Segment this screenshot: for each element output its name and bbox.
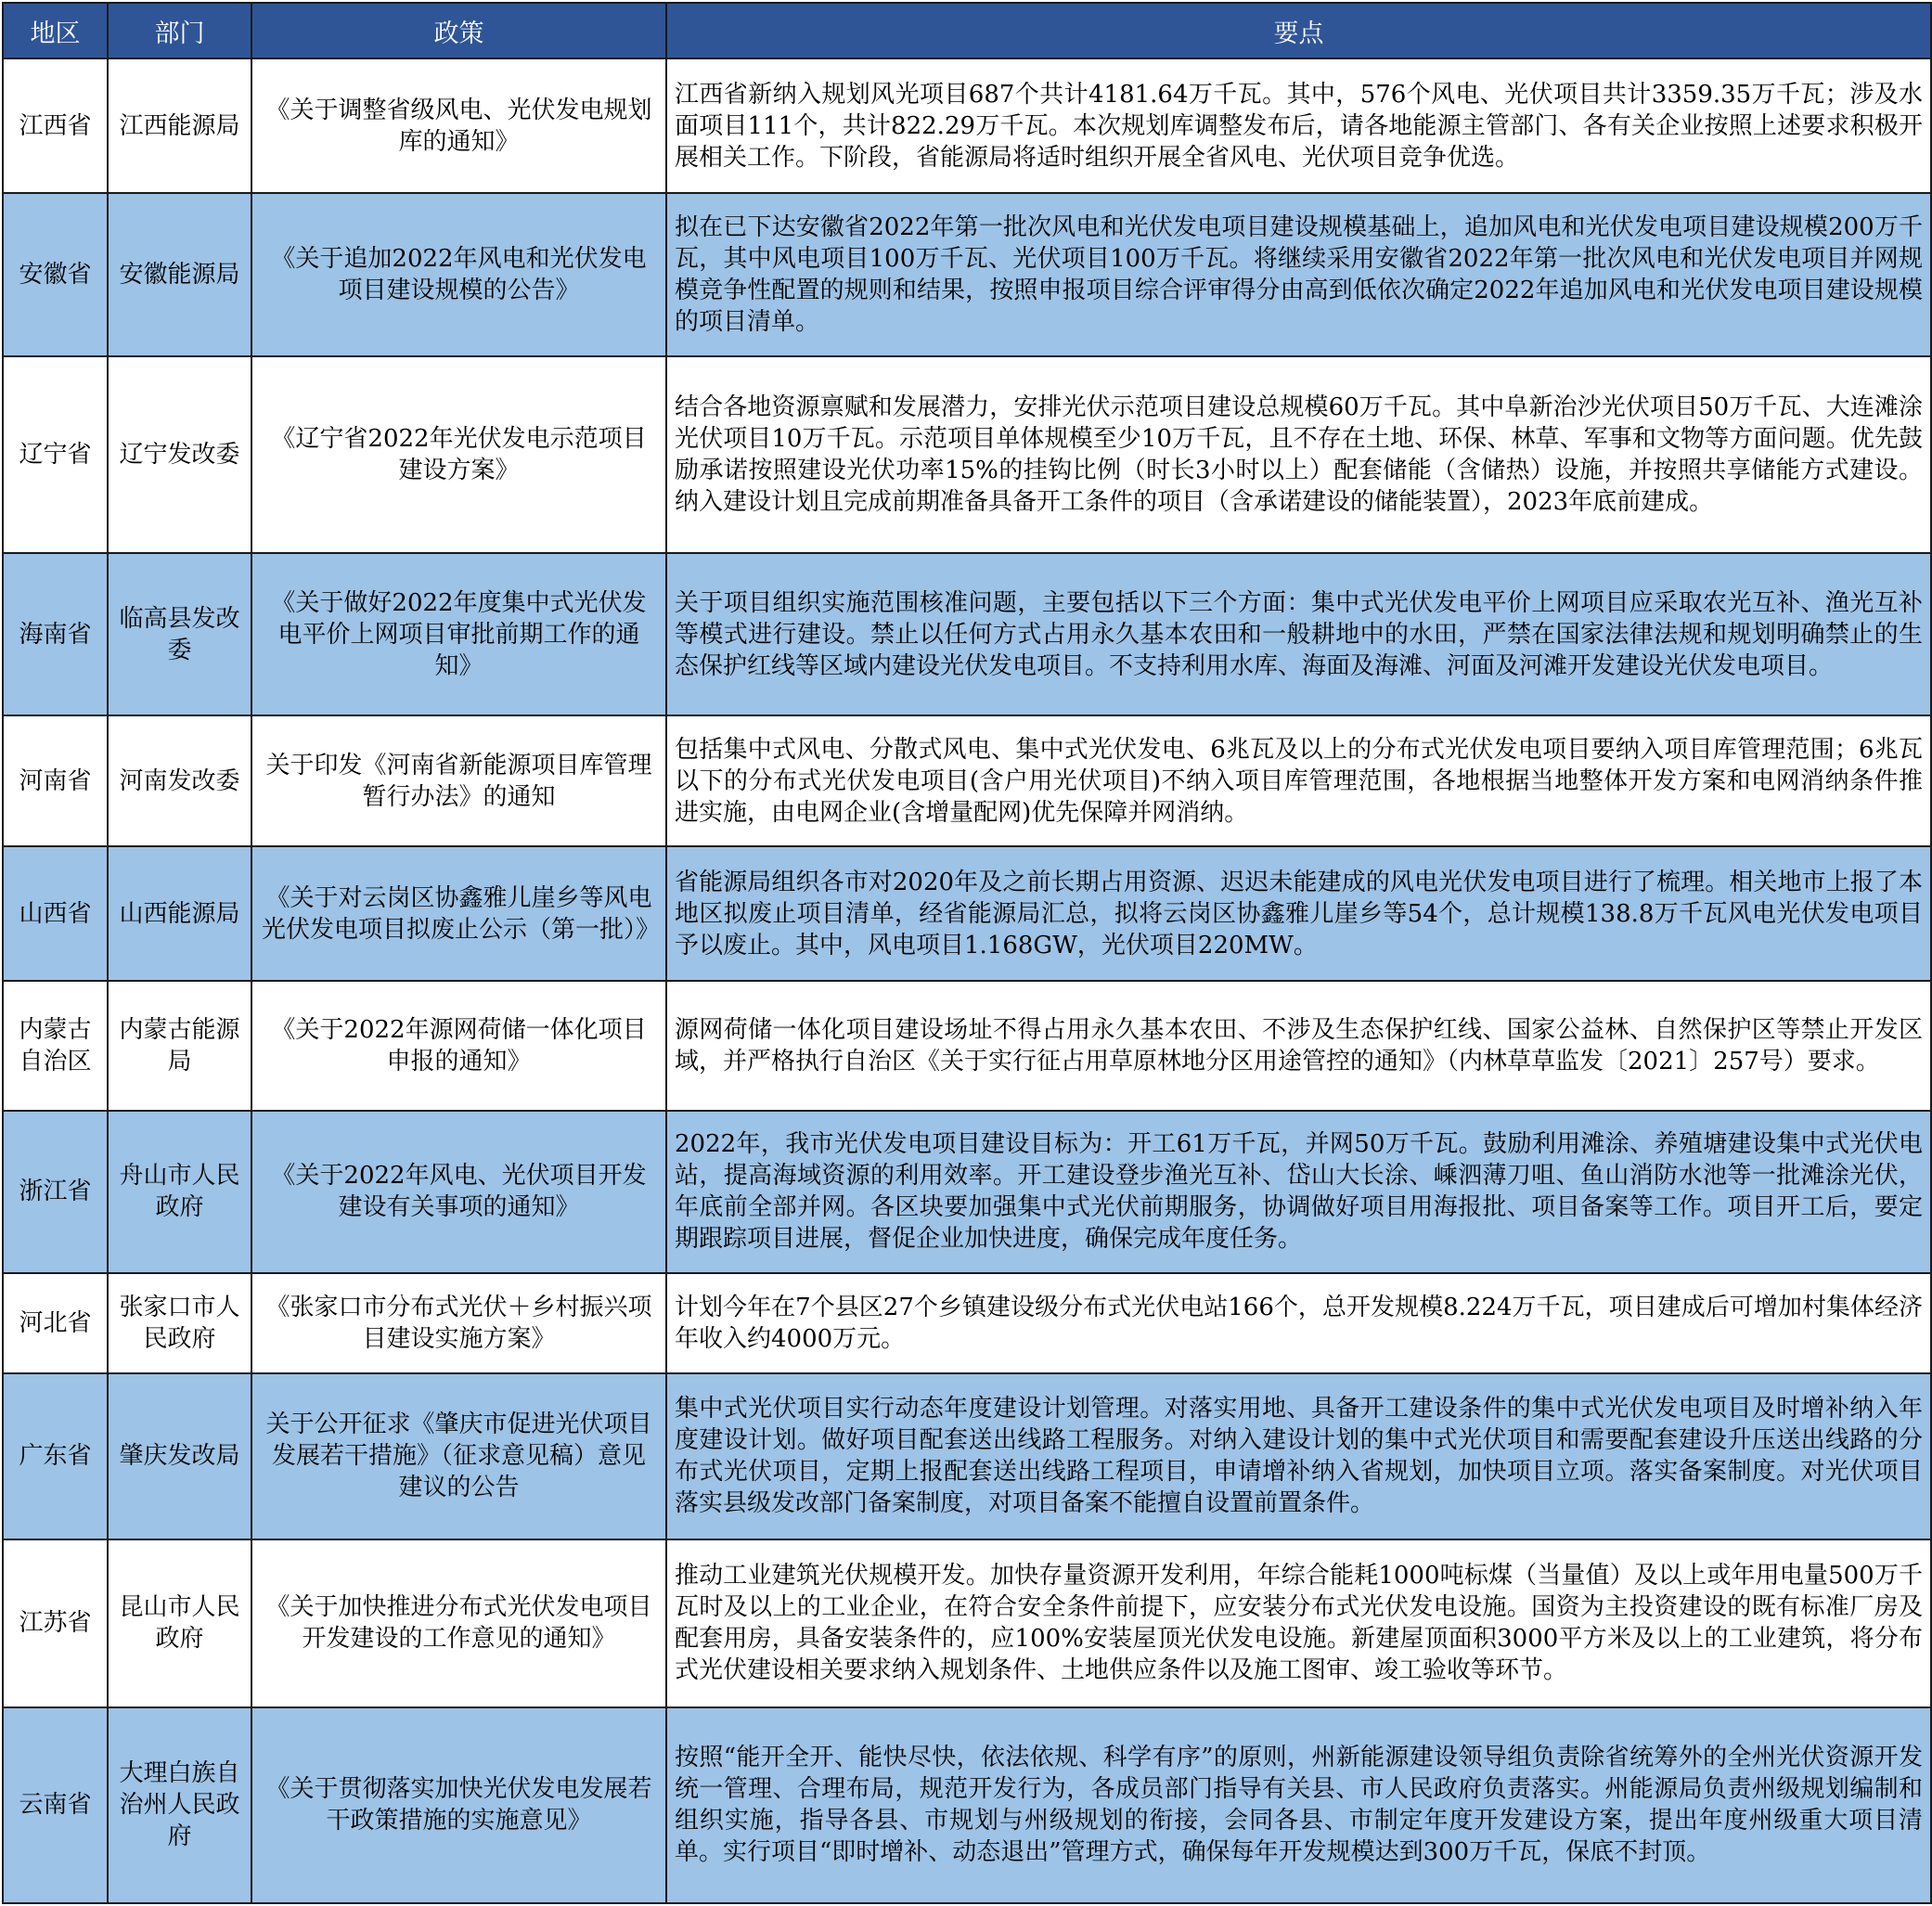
region-cell: 云南省: [3, 1707, 108, 1903]
header-row: [3, 3, 1931, 58]
policy-table: [2, 2, 1932, 1904]
header-region: 地区: [3, 3, 108, 58]
region-cell: 河南省: [3, 715, 108, 846]
key-points-cell: 省能源局组织各市对2020年及之前长期占用资源、迟迟未能建成的风电光伏发电项目进行了梳理。相关地市上报了本地区拟废止项目清单，经省能源局汇总，拟将云岗区协鑫雅儿崖乡等54个，总计规模138.8万千瓦风电光伏发电项目予以废止。其中，风电项目1.168GW，光伏项目220MW。: [666, 846, 1931, 981]
department-cell: 临高县发改委: [108, 553, 251, 715]
department-cell: 肇庆发改局: [108, 1373, 251, 1539]
region-cell: 安徽省: [3, 193, 108, 356]
department-cell: 江西能源局: [108, 58, 251, 193]
policy-cell: 《张家口市分布式光伏＋乡村振兴项目建设实施方案》: [251, 1273, 666, 1373]
policy-cell: 《关于追加2022年风电和光伏发电项目建设规模的公告》: [251, 193, 666, 356]
department-cell: 辽宁发改委: [108, 356, 251, 553]
header-department: 部门: [108, 3, 251, 58]
table-row: [3, 981, 1931, 1110]
key-points-cell: 源网荷储一体化项目建设场址不得占用永久基本农田、不涉及生态保护红线、国家公益林、自然保护区等禁止开发区域，并严格执行自治区《关于实行征占用草原林地分区用途管控的通知》（内林草草监发〔2021〕257号）要求。: [666, 981, 1931, 1110]
key-points-cell: 江西省新纳入规划风光项目687个共计4181.64万千瓦。其中，576个风电、光伏项目共计3359.35万千瓦；涉及水面项目111个，共计822.29万千瓦。本次规划库调整发布后，请各地能源主管部门、各有关企业按照上述要求积极开展相关工作。下阶段，省能源局将适时组织开展全省风电、光伏项目竞争优选。: [666, 58, 1931, 193]
header-key-points: 要点: [666, 3, 1931, 58]
key-points-cell: 推动工业建筑光伏规模开发。加快存量资源开发利用，年综合能耗1000吨标煤（当量值）及以上或年用电量500万千瓦时及以上的工业企业，在符合安全条件前提下，应安装分布式光伏发电设施。国资为主投资建设的既有标准厂房及配套用房，具备安装条件的，应100%安装屋顶光伏发电设施。新建屋顶面积3000平方米及以上的工业建筑，将分布式光伏建设相关要求纳入规划条件、土地供应条件以及施工图审、竣工验收等环节。: [666, 1539, 1931, 1707]
policy-cell: 《关于调整省级风电、光伏发电规划库的通知》: [251, 58, 666, 193]
department-cell: 内蒙古能源局: [108, 981, 251, 1110]
region-cell: 河北省: [3, 1273, 108, 1373]
region-cell: 海南省: [3, 553, 108, 715]
department-cell: 山西能源局: [108, 846, 251, 981]
policy-cell: 《辽宁省2022年光伏发电示范项目建设方案》: [251, 356, 666, 553]
table-row: [3, 1707, 1931, 1903]
table-row: [3, 1373, 1931, 1539]
policy-cell: 《关于对云岗区协鑫雅儿崖乡等风电光伏发电项目拟废止公示（第一批）》: [251, 846, 666, 981]
policy-cell: 《关于贯彻落实加快光伏发电发展若干政策措施的实施意见》: [251, 1707, 666, 1903]
key-points-cell: 2022年，我市光伏发电项目建设目标为：开工61万千瓦，并网50万千瓦。鼓励利用滩涂、养殖塘建设集中式光伏电站，提高海域资源的利用效率。开工建设登步渔光互补、岱山大长涂、嵊泗薄刀咀、鱼山消防水池等一批滩涂光伏，年底前全部并网。各区块要加强集中式光伏前期服务，协调做好项目用海报批、项目备案等工作。项目开工后，要定期跟踪项目进展，督促企业加快进度，确保完成年度任务。: [666, 1111, 1931, 1273]
key-points-cell: 包括集中式风电、分散式风电、集中式光伏发电、6兆瓦及以上的分布式光伏发电项目要纳入项目库管理范围；6兆瓦以下的分布式光伏发电项目(含户用光伏项目)不纳入项目库管理范围，各地根据当地整体开发方案和电网消纳条件推进实施，由电网企业(含增量配网)优先保障并网消纳。: [666, 715, 1931, 846]
policy-cell: 关于印发《河南省新能源项目库管理暂行办法》的通知: [251, 715, 666, 846]
table-row: [3, 1111, 1931, 1273]
key-points-cell: 拟在已下达安徽省2022年第一批次风电和光伏发电项目建设规模基础上，追加风电和光伏发电项目建设规模200万千瓦，其中风电项目100万千瓦、光伏项目100万千瓦。将继续采用安徽省2022年第一批次风电和光伏发电项目并网规模竞争性配置的规则和结果，按照申报项目综合评审得分由高到低依次确定2022年追加风电和光伏发电项目建设规模的项目清单。: [666, 193, 1931, 356]
department-cell: 舟山市人民政府: [108, 1111, 251, 1273]
table-row: [3, 58, 1931, 193]
key-points-cell: 结合各地资源禀赋和发展潜力，安排光伏示范项目建设总规模60万千瓦。其中阜新治沙光伏项目50万千瓦、大连滩涂光伏项目10万千瓦。示范项目单体规模至少10万千瓦，且不存在土地、环保、林草、军事和文物等方面问题。优先鼓励承诺按照建设光伏功率15%的挂钩比例（时长3小时以上）配套储能（含储热）设施，并按照共享储能方式建设。纳入建设计划且完成前期准备具备开工条件的项目（含承诺建设的储能装置），2023年底前建成。: [666, 356, 1931, 553]
key-points-cell: 关于项目组织实施范围核准问题，主要包括以下三个方面：集中式光伏发电平价上网项目应采取农光互补、渔光互补等模式进行建设。禁止以任何方式占用永久基本农田和一般耕地中的水田，严禁在国家法律法规和规划明确禁止的生态保护红线等区域内建设光伏发电项目。不支持利用水库、海面及海滩、河面及河滩开发建设光伏发电项目。: [666, 553, 1931, 715]
region-cell: 山西省: [3, 846, 108, 981]
key-points-cell: 集中式光伏项目实行动态年度建设计划管理。对落实用地、具备开工建设条件的集中式光伏发电项目及时增补纳入年度建设计划。做好项目配套送出线路工程服务。对纳入建设计划的集中式光伏项目和需要配套建设升压送出线路的分布式光伏项目，定期上报配套送出线路工程项目，申请增补纳入省规划，加快项目立项。落实备案制度。对光伏项目落实县级发改部门备案制度，对项目备案不能擅自设置前置条件。: [666, 1373, 1931, 1539]
region-cell: 江苏省: [3, 1539, 108, 1707]
region-cell: 浙江省: [3, 1111, 108, 1273]
policy-cell: 《关于2022年风电、光伏项目开发建设有关事项的通知》: [251, 1111, 666, 1273]
department-cell: 大理白族自治州人民政府: [108, 1707, 251, 1903]
policy-cell: 《关于做好2022年度集中式光伏发电平价上网项目审批前期工作的通知》: [251, 553, 666, 715]
region-cell: 广东省: [3, 1373, 108, 1539]
region-cell: 辽宁省: [3, 356, 108, 553]
table-row: [3, 1539, 1931, 1707]
table-row: [3, 1273, 1931, 1373]
table-row: [3, 193, 1931, 356]
policy-cell: 《关于2022年源网荷储一体化项目申报的通知》: [251, 981, 666, 1110]
header-policy: 政策: [251, 3, 666, 58]
table-row: [3, 356, 1931, 553]
key-points-cell: 计划今年在7个县区27个乡镇建设级分布式光伏电站166个，总开发规模8.224万千瓦，项目建成后可增加村集体经济年收入约4000万元。: [666, 1273, 1931, 1373]
region-cell: 江西省: [3, 58, 108, 193]
department-cell: 张家口市人民政府: [108, 1273, 251, 1373]
table-row: [3, 846, 1931, 981]
region-cell: 内蒙古自治区: [3, 981, 108, 1110]
table-row: [3, 715, 1931, 846]
policy-cell: 关于公开征求《肇庆市促进光伏项目发展若干措施》（征求意见稿）意见建议的公告: [251, 1373, 666, 1539]
table-row: [3, 553, 1931, 715]
key-points-cell: 按照“能开全开、能快尽快，依法依规、科学有序”的原则，州新能源建设领导组负责除省统筹外的全州光伏资源开发统一管理、合理布局，规范开发行为，各成员部门指导有关县、市人民政府负责落实。州能源局负责州级规划编制和组织实施，指导各县、市规划与州级规划的衔接，会同各县、市制定年度开发建设方案，提出年度州级重大项目清单。实行项目“即时增补、动态退出”管理方式，确保每年开发规模达到300万千瓦，保底不封顶。: [666, 1707, 1931, 1903]
department-cell: 昆山市人民政府: [108, 1539, 251, 1707]
department-cell: 安徽能源局: [108, 193, 251, 356]
department-cell: 河南发改委: [108, 715, 251, 846]
policy-cell: 《关于加快推进分布式光伏发电项目开发建设的工作意见的通知》: [251, 1539, 666, 1707]
